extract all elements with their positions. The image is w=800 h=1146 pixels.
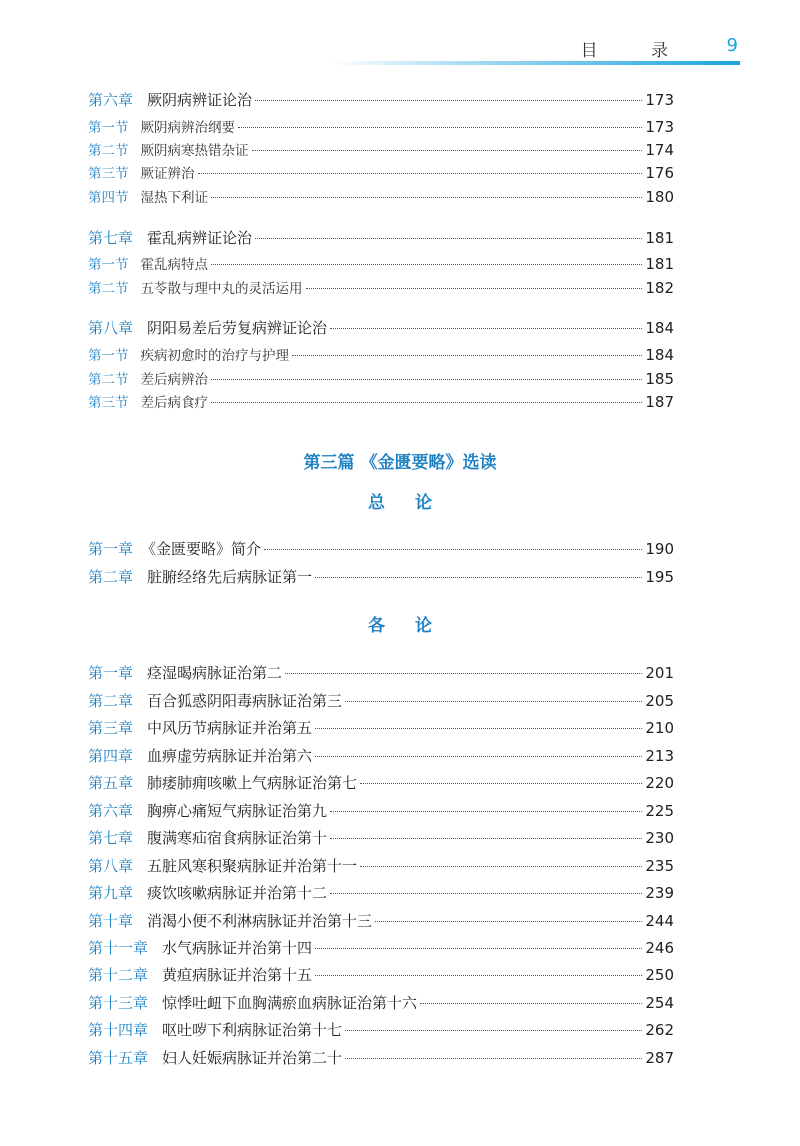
toc-label: 第七章 [88, 829, 134, 847]
page-header [0, 0, 800, 70]
toc-label: 第四节 [88, 190, 129, 206]
toc-label: 第二章 [88, 568, 134, 586]
toc-leader [306, 288, 643, 289]
toc-page: 182 [645, 279, 674, 297]
toc-leader [360, 866, 642, 867]
toc-label: 第二节 [88, 281, 129, 297]
toc-page: 213 [645, 747, 674, 765]
toc-chapter[interactable] [88, 745, 674, 766]
toc-title: 惊悸吐衄下血胸满瘀血病脉证治第十六 [162, 994, 418, 1012]
toc-page: 235 [645, 857, 674, 875]
toc-label: 第三节 [88, 166, 129, 182]
toc-title: 差后病食疗 [140, 395, 208, 411]
toc-leader [375, 921, 642, 922]
toc-title: 黄疸病脉证并治第十五 [162, 966, 313, 984]
toc-page: 262 [645, 1021, 674, 1039]
toc-label: 第十二章 [88, 966, 149, 984]
toc-label: 第五章 [88, 774, 134, 792]
toc-chapter[interactable] [88, 566, 674, 587]
toc-leader [285, 673, 642, 674]
toc-page: 185 [645, 370, 674, 388]
toc-label: 第一章 [88, 664, 134, 682]
toc-section[interactable] [88, 139, 674, 159]
toc-chapter[interactable] [88, 690, 674, 711]
toc-title: 痉湿暍病脉证治第二 [147, 664, 283, 682]
toc-chapter[interactable] [88, 89, 674, 110]
toc-leader [255, 100, 642, 101]
toc-leader [252, 150, 643, 151]
toc-label: 第八章 [88, 857, 134, 875]
toc-label: 第十章 [88, 912, 134, 930]
toc-title: 《金匮要略》简介 [141, 540, 262, 558]
toc-page: 205 [645, 692, 674, 710]
toc-title: 肺痿肺痈咳嗽上气病脉证治第七 [147, 774, 358, 792]
toc-title: 厥阴病寒热错杂证 [140, 143, 249, 159]
toc-label: 第十一章 [88, 939, 149, 957]
toc-page: 187 [645, 393, 674, 411]
toc-section[interactable] [88, 277, 674, 297]
part-title: 第三篇 《金匮要略》选读 [303, 453, 497, 473]
section-heading-general: 总论 [368, 493, 462, 513]
toc-label: 第二节 [88, 372, 129, 388]
toc-title: 五苓散与理中丸的灵活运用 [140, 281, 303, 297]
toc-chapter[interactable] [88, 772, 674, 793]
toc-leader [330, 811, 642, 812]
toc-label: 第三章 [88, 719, 134, 737]
toc-leader [255, 238, 642, 239]
toc-page: 173 [645, 118, 674, 136]
toc-title: 妇人妊娠病脉证并治第二十 [162, 1049, 343, 1067]
toc-chapter[interactable] [88, 964, 674, 985]
toc-chapter[interactable] [88, 1019, 674, 1040]
toc-chapter[interactable] [88, 317, 674, 338]
toc-leader [264, 549, 642, 550]
toc-page: 176 [645, 164, 674, 182]
toc-label: 第一节 [88, 120, 129, 136]
toc-title: 中风历节病脉证并治第五 [147, 719, 313, 737]
toc-chapter[interactable] [88, 1047, 674, 1068]
toc-page: 220 [645, 774, 674, 792]
toc-leader [198, 173, 643, 174]
toc-page: 250 [645, 966, 674, 984]
toc-chapter[interactable] [88, 800, 674, 821]
toc-page: 246 [645, 939, 674, 957]
toc-page: 184 [645, 319, 674, 337]
toc-title: 痰饮咳嗽病脉证并治第十二 [147, 884, 328, 902]
toc-leader [315, 577, 642, 578]
toc-page: 181 [645, 229, 674, 247]
toc-title: 霍乱病辨证论治 [147, 229, 253, 247]
toc-page: 181 [645, 255, 674, 273]
toc-page: 173 [645, 91, 674, 109]
toc-leader [292, 355, 642, 356]
toc-leader [345, 1058, 642, 1059]
toc-page: 201 [645, 664, 674, 682]
toc-leader [211, 402, 642, 403]
toc-title: 厥证辨治 [140, 166, 195, 182]
toc-leader [330, 893, 642, 894]
toc-leader [211, 197, 642, 198]
toc-page: 190 [645, 540, 674, 558]
toc-chapter[interactable] [88, 662, 674, 683]
toc-title: 消渴小便不利淋病脉证并治第十三 [147, 912, 373, 930]
toc-leader [345, 701, 642, 702]
toc-section[interactable] [88, 391, 674, 411]
toc-section[interactable] [88, 253, 674, 273]
header-title: 目 录 [580, 41, 692, 61]
toc-page: 287 [645, 1049, 674, 1067]
toc-label: 第一章 [88, 540, 134, 558]
toc-chapter[interactable] [88, 827, 674, 848]
toc-chapter[interactable] [88, 992, 674, 1013]
toc-chapter[interactable] [88, 855, 674, 876]
toc-label: 第八章 [88, 319, 134, 337]
toc-chapter[interactable] [88, 227, 674, 248]
toc-label: 第七章 [88, 229, 134, 247]
toc-section[interactable] [88, 368, 674, 388]
toc-label: 第二节 [88, 143, 129, 159]
toc-label: 第四章 [88, 747, 134, 765]
toc-title: 胸痹心痛短气病脉证治第九 [147, 802, 328, 820]
toc-label: 第九章 [88, 884, 134, 902]
toc-title: 差后病辨治 [140, 372, 208, 388]
toc-leader [315, 728, 642, 729]
toc-section[interactable] [88, 162, 674, 182]
toc-leader [330, 838, 642, 839]
toc-page: 184 [645, 346, 674, 364]
toc-title: 呕吐哕下利病脉证治第十七 [162, 1021, 343, 1039]
toc-title: 脏腑经络先后病脉证第一 [147, 568, 313, 586]
toc-section[interactable] [88, 344, 674, 364]
toc-leader [315, 975, 642, 976]
toc-page: 239 [645, 884, 674, 902]
toc-label: 第十四章 [88, 1021, 149, 1039]
section-heading-specific: 各论 [368, 616, 462, 636]
toc-leader [315, 948, 642, 949]
toc-title: 阴阳易差后劳复病辨证论治 [147, 319, 328, 337]
toc-title: 血痹虚劳病脉证并治第六 [147, 747, 313, 765]
toc-title: 湿热下利证 [140, 190, 208, 206]
toc-chapter[interactable] [88, 910, 674, 931]
toc-leader [360, 783, 642, 784]
toc-page: 244 [645, 912, 674, 930]
toc-label: 第六章 [88, 91, 134, 109]
toc-title: 腹满寒疝宿食病脉证治第十 [147, 829, 328, 847]
toc-title: 厥阴病辨证论治 [147, 91, 253, 109]
toc-page: 254 [645, 994, 674, 1012]
toc-label: 第三节 [88, 395, 129, 411]
toc-leader [238, 127, 642, 128]
toc-chapter[interactable] [88, 717, 674, 738]
toc-title: 霍乱病特点 [140, 257, 208, 273]
toc-label: 第十三章 [88, 994, 149, 1012]
toc-label: 第一节 [88, 257, 129, 273]
toc-page: 174 [645, 141, 674, 159]
toc-label: 第二章 [88, 692, 134, 710]
toc-page: 195 [645, 568, 674, 586]
toc-leader [211, 264, 642, 265]
toc-page: 180 [645, 188, 674, 206]
toc-leader [315, 756, 642, 757]
toc-title: 水气病脉证并治第十四 [162, 939, 313, 957]
toc-title: 百合狐惑阴阳毒病脉证治第三 [147, 692, 343, 710]
toc-page: 210 [645, 719, 674, 737]
toc-leader [211, 379, 642, 380]
toc-section[interactable] [88, 116, 674, 136]
toc-title: 疾病初愈时的治疗与护理 [140, 348, 289, 364]
toc-title: 厥阴病辨治纲要 [140, 120, 235, 136]
header-rule [330, 61, 740, 65]
toc-label: 第六章 [88, 802, 134, 820]
toc-leader [330, 328, 642, 329]
toc-label: 第十五章 [88, 1049, 149, 1067]
toc-page: 225 [645, 802, 674, 820]
header-page-number: 9 [726, 35, 738, 56]
toc-chapter[interactable] [88, 937, 674, 958]
toc-label: 第一节 [88, 348, 129, 364]
toc-page: 230 [645, 829, 674, 847]
toc-section[interactable] [88, 186, 674, 206]
toc-leader [345, 1030, 642, 1031]
toc-leader [420, 1003, 642, 1004]
toc-title: 五脏风寒积聚病脉证并治第十一 [147, 857, 358, 875]
toc-chapter[interactable] [88, 538, 674, 559]
toc-chapter[interactable] [88, 882, 674, 903]
